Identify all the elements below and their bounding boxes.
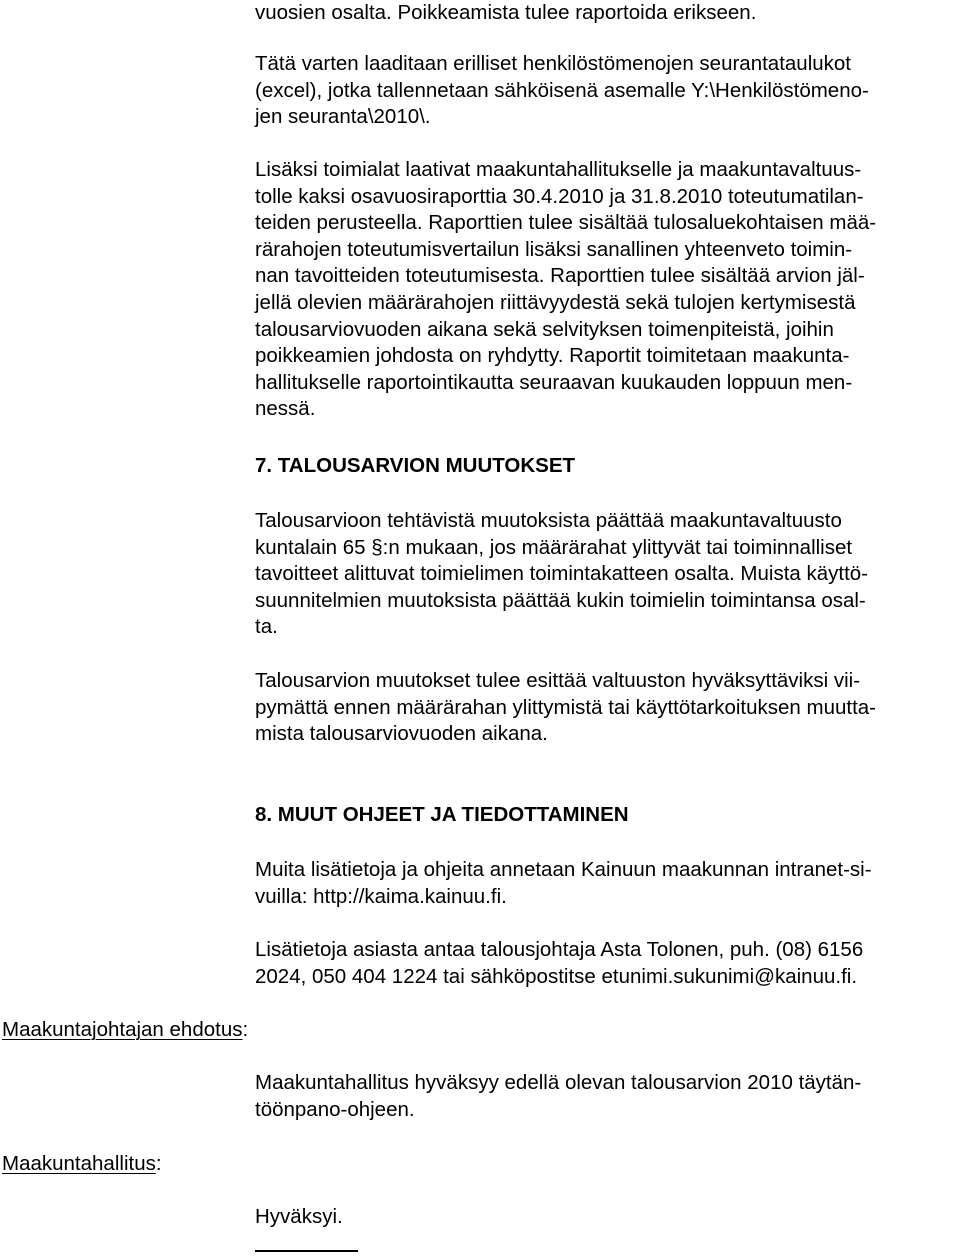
- paragraph-interim-reports: [255, 157, 945, 423]
- text-line: tolle kaksi osavuosiraporttia 30.4.2010 ja 31.8.2010 toteutumatilan-: [255, 184, 864, 208]
- text-line: töönpano-ohjeen.: [255, 1097, 415, 1121]
- text-line: ta.: [255, 615, 278, 639]
- paragraph-contact-info: [255, 937, 945, 990]
- text-line: Lisäksi toimialat laativat maakuntahallitukselle ja maakuntavaltuus-: [255, 158, 862, 181]
- paragraph-reporting-deviations: [255, 0, 945, 27]
- text-line: nessä.: [255, 397, 316, 421]
- signature-line: [255, 1250, 358, 1252]
- text-line: jellä olevien määrärahojen riittävyydestä sekä tulojen kertymisestä: [255, 290, 856, 314]
- proposal-text: [255, 1070, 945, 1123]
- text-line: rärahojen toteutumisvertailun lisäksi sanallinen yhteenveto toimin-: [255, 237, 853, 261]
- text-line: tavoitteet alittuvat toimielimen toimintakatteen osalta. Muista käyttö-: [255, 562, 869, 586]
- text-line: nan tavoitteiden toteutumisesta. Raporttien tulee sisältää arvion jäl-: [255, 264, 865, 288]
- text-line: Maakuntahallitus hyväksyy edellä olevan talousarvion 2010 täytän-: [255, 1071, 862, 1094]
- decision-label-text: Maakuntahallitus: [2, 1152, 156, 1175]
- text-line: vuilla: http://kaima.kainuu.fi.: [255, 884, 507, 908]
- text-line: (excel), jotka tallennetaan sähköisenä asemalle Y:\Henkilöstömeno-: [255, 78, 869, 102]
- decision-label: [2, 1151, 162, 1178]
- section-7-heading: 7. TALOUSARVION MUUTOKSET: [255, 454, 576, 477]
- text-line: Talousarvion muutokset tulee esittää valtuuston hyväksyttäviksi vii-: [255, 669, 861, 692]
- text-line: Talousarvioon tehtävistä muutoksista päättää maakuntavaltuusto: [255, 509, 842, 532]
- paragraph-intranet-info: [255, 857, 945, 910]
- proposal-label: [2, 1017, 248, 1044]
- text-line: pymättä ennen määrärahan ylittymistä tai käyttötarkoituksen muutta-: [255, 695, 876, 719]
- text-line: talousarviovuoden aikana sekä selvityksen toimenpiteistä, joihin: [255, 317, 834, 341]
- text-line: teiden perusteella. Raporttien tulee sisältää tulosaluekohtaisen mää-: [255, 211, 877, 235]
- text-line: jen seuranta\2010\.: [255, 105, 431, 129]
- text-line: hallitukselle raportointikautta seuraavan kuukauden loppuun men-: [255, 370, 853, 394]
- proposal-label-text: Maakuntajohtajan ehdotus: [2, 1018, 243, 1041]
- section-8-heading: 8. MUUT OHJEET JA TIEDOTTAMINEN: [255, 803, 629, 826]
- text-line: mista talousarviovuoden aikana.: [255, 722, 548, 746]
- text-line: vuosien osalta. Poikkeamista tulee raportoida erikseen.: [255, 1, 757, 24]
- text-line: Lisätietoja asiasta antaa talousjohtaja Asta Tolonen, puh. (08) 6156: [255, 938, 864, 961]
- text-line: suunnitelmien muutoksista päättää kukin toimielin toimintansa osal-: [255, 588, 866, 612]
- decision-label-colon: :: [155, 1152, 162, 1175]
- proposal-label-colon: :: [242, 1018, 249, 1041]
- text-line: Tätä varten laaditaan erilliset henkilöstömenojen seurantataulukot: [255, 52, 852, 75]
- text-line: poikkeamien johdosta on ryhdytty. Raportit toimitetaan maakunta-: [255, 344, 850, 368]
- paragraph-budget-approval: [255, 668, 945, 748]
- decision-text: Hyväksyi.: [255, 1205, 343, 1228]
- text-line: kuntalain 65 §:n mukaan, jos määrärahat ylittyvät tai toiminnalliset: [255, 535, 853, 559]
- text-line: 2024, 050 404 1224 tai sähköpostitse etunimi.sukunimi@kainuu.fi.: [255, 964, 858, 988]
- paragraph-excel-tracking: [255, 51, 945, 131]
- text-line: Muita lisätietoja ja ohjeita annetaan Kainuun maakunnan intranet-si-: [255, 858, 872, 881]
- paragraph-budget-changes: [255, 508, 945, 641]
